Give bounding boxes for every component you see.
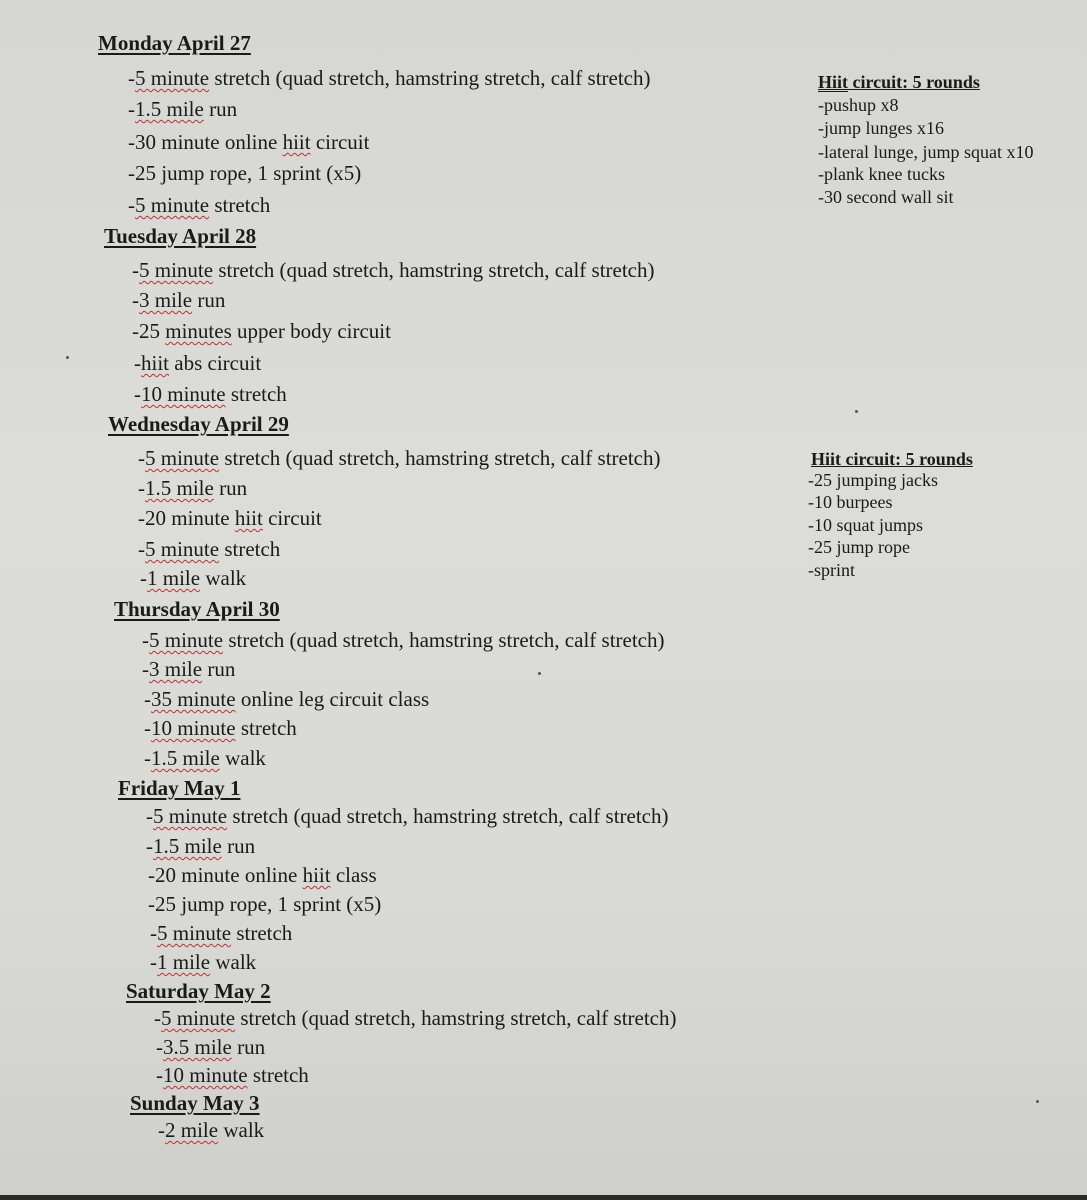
monday-item-2: -1.5 mile run	[128, 97, 238, 121]
tuesday-item-5: -10 minute stretch	[134, 382, 287, 406]
circuit-2-item-1: -25 jumping jacks	[808, 470, 938, 490]
screen-speck	[538, 672, 541, 675]
circuit-2-item-2: -10 burpees	[808, 492, 893, 512]
saturday-item-1: -5 minute stretch (quad stretch, hamstring stretch, calf stretch)	[154, 1006, 677, 1030]
wednesday-item-5: -1 mile walk	[140, 566, 247, 590]
tuesday-item-4: -hiit abs circuit	[134, 351, 262, 375]
circuit-1-item-1: -pushup x8	[818, 95, 899, 115]
monday-item-4: -25 jump rope, 1 sprint (x5)	[128, 161, 362, 185]
thursday-item-1: -5 minute stretch (quad stretch, hamstring stretch, calf stretch)	[142, 628, 665, 652]
circuit-2-item-4: -25 jump rope	[808, 537, 910, 557]
friday-item-4: -25 jump rope, 1 sprint (x5)	[148, 892, 382, 916]
circuit-1-item-2: -jump lunges x16	[818, 118, 944, 138]
thursday-item-5: -1.5 mile walk	[144, 746, 266, 770]
tuesday-item-1: -5 minute stretch (quad stretch, hamstring stretch, calf stretch)	[132, 258, 655, 282]
circuit-1-item-5: -30 second wall sit	[818, 187, 954, 207]
circuit-2-item-3: -10 squat jumps	[808, 515, 923, 535]
day-heading-friday: Friday May 1	[118, 776, 241, 800]
wednesday-item-4: -5 minute stretch	[138, 537, 281, 561]
screen-bezel-edge	[0, 1195, 1087, 1200]
monday-item-5: -5 minute stretch	[128, 193, 271, 217]
tuesday-item-2: -3 mile run	[132, 288, 226, 312]
thursday-item-3: -35 minute online leg circuit class	[144, 687, 430, 711]
thursday-item-4: -10 minute stretch	[144, 716, 297, 740]
saturday-item-2: -3.5 mile run	[156, 1035, 266, 1059]
wednesday-item-3: -20 minute hiit circuit	[138, 506, 322, 530]
wednesday-item-2: -1.5 mile run	[138, 476, 248, 500]
day-heading-thursday: Thursday April 30	[114, 597, 280, 621]
screen-speck	[1036, 1100, 1039, 1103]
circuit-1-item-3: -lateral lunge, jump squat x10	[818, 142, 1034, 162]
day-heading-monday: Monday April 27	[98, 31, 251, 55]
monday-item-1: -5 minute stretch (quad stretch, hamstring stretch, calf stretch)	[128, 66, 651, 90]
friday-item-5: -5 minute stretch	[150, 921, 293, 945]
screen-speck	[855, 410, 858, 413]
monday-item-3: -30 minute online hiit circuit	[128, 130, 370, 154]
day-heading-sunday: Sunday May 3	[130, 1091, 260, 1115]
day-heading-wednesday: Wednesday April 29	[108, 412, 289, 436]
friday-item-6: -1 mile walk	[150, 950, 257, 974]
thursday-item-2: -3 mile run	[142, 657, 236, 681]
day-heading-saturday: Saturday May 2	[126, 979, 271, 1003]
screen-speck	[66, 356, 69, 359]
tuesday-item-3: -25 minutes upper body circuit	[132, 319, 391, 343]
day-heading-tuesday: Tuesday April 28	[104, 224, 257, 248]
wednesday-item-1: -5 minute stretch (quad stretch, hamstring stretch, calf stretch)	[138, 446, 661, 470]
sunday-item-1: -2 mile walk	[158, 1118, 265, 1142]
friday-item-1: -5 minute stretch (quad stretch, hamstring stretch, calf stretch)	[146, 804, 669, 828]
circuit-2-item-5: -sprint	[808, 560, 855, 580]
friday-item-3: -20 minute online hiit class	[148, 863, 377, 887]
friday-item-2: -1.5 mile run	[146, 834, 256, 858]
saturday-item-3: -10 minute stretch	[156, 1063, 309, 1087]
circuit-heading-2: Hiit circuit: 5 rounds	[811, 449, 973, 469]
circuit-heading-1: Hiit circuit: 5 rounds	[818, 72, 980, 92]
circuit-1-item-4: -plank knee tucks	[818, 164, 945, 184]
